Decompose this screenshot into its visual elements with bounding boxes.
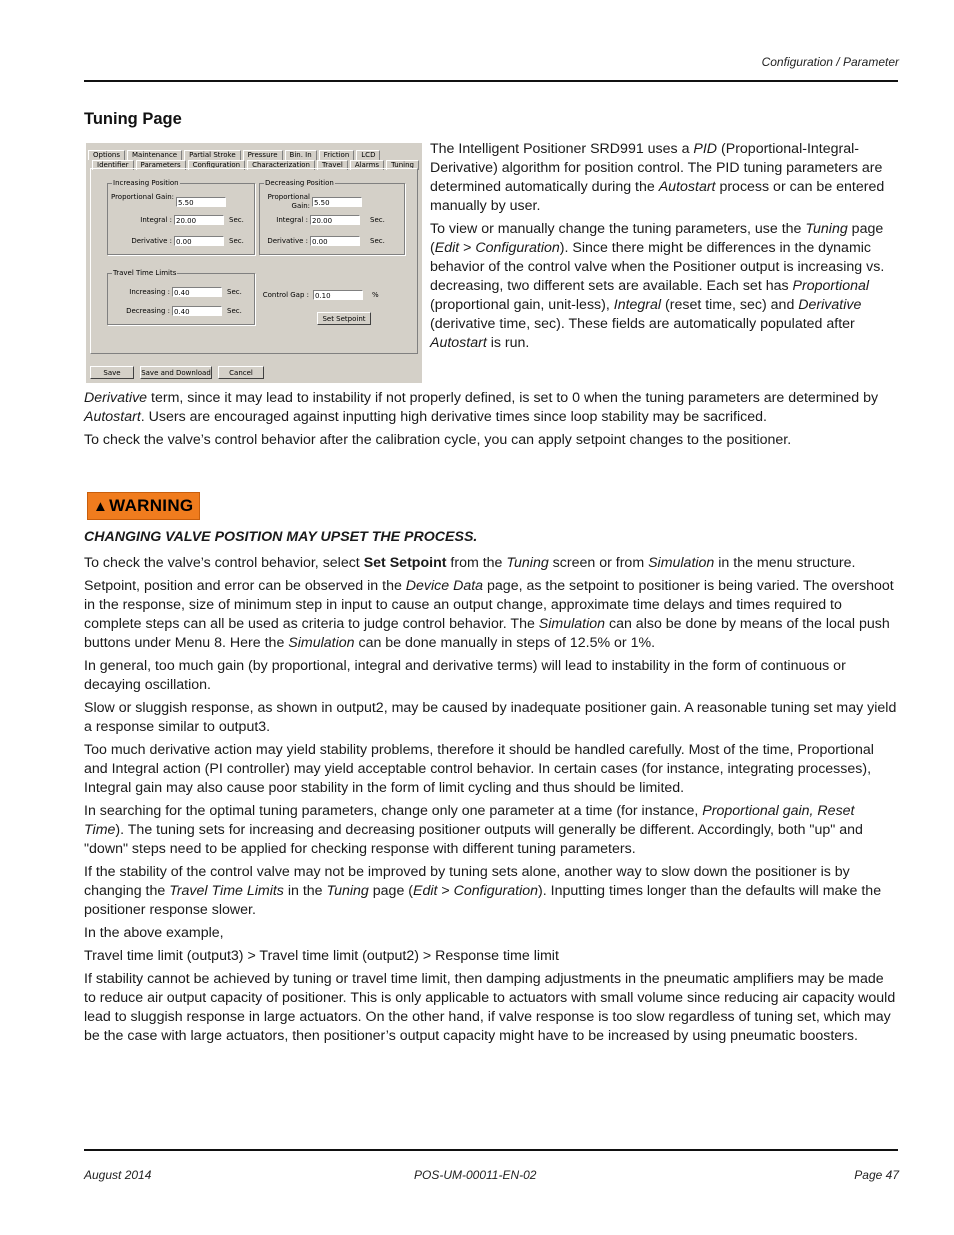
- paragraph-travel: [84, 863, 898, 920]
- text-run: To check the valve’s control behavior after the calibration cycle, you can apply setpoint changes to the positioner.: [84, 432, 792, 448]
- italic-run: Tuning: [326, 883, 369, 899]
- tab-pressure[interactable]: Pressure: [243, 150, 283, 160]
- proportional-gain-label: Proportional Gain:: [267, 193, 310, 210]
- body-text: [84, 389, 898, 1050]
- travel-decreasing-label: Decreasing :: [126, 307, 170, 315]
- group-title: Increasing Position: [113, 179, 179, 187]
- italic-run: Derivative: [84, 390, 148, 406]
- footer-page-number: Page 47: [854, 1168, 899, 1182]
- tab-configuration[interactable]: Configuration: [188, 160, 245, 170]
- warning-triangle-icon: ▲: [93, 498, 109, 515]
- text-run: from the: [446, 555, 507, 571]
- text-run: (derivative time, sec). These fields are automatically populated after: [430, 316, 855, 332]
- italic-run: Proportional gain, Reset Time: [84, 803, 855, 838]
- paragraph-check: [84, 431, 898, 450]
- tab-bin-in[interactable]: Bin. In: [285, 150, 317, 160]
- text-run: To check the valve’s control behavior, select: [84, 555, 364, 571]
- warning-heading: CHANGING VALVE POSITION MAY UPSET THE PROCESS.: [84, 529, 478, 545]
- paragraph-search: [84, 802, 898, 859]
- italic-run: Simulation: [288, 635, 355, 651]
- paragraph-derivative-action: [84, 741, 898, 798]
- italic-run: Autostart: [84, 409, 141, 425]
- unit-sec: Sec.: [370, 216, 385, 224]
- paragraph-slow: [84, 699, 898, 737]
- italic-run: Configuration: [453, 883, 539, 899]
- italic-run: Simulation: [648, 555, 715, 571]
- italic-run: PID: [693, 141, 718, 157]
- unit-sec: Sec.: [229, 216, 244, 224]
- italic-run: Edit: [434, 240, 460, 256]
- save-button[interactable]: Save: [90, 366, 134, 379]
- text-run: In general, too much gain (by proportional, integral and derivative terms) will lead to instability in the form of continuous or decaying oscillation.: [84, 658, 846, 693]
- travel-increasing-label: Increasing :: [129, 288, 170, 296]
- group-title: Decreasing Position: [265, 179, 334, 187]
- decreasing-derivative-input[interactable]: 0.00: [310, 236, 360, 246]
- derivative-label: Derivative :: [131, 237, 172, 245]
- increasing-derivative-input[interactable]: 0.00: [174, 236, 224, 246]
- tab-travel[interactable]: Travel: [317, 160, 348, 170]
- unit-sec: Sec.: [229, 237, 244, 245]
- intro-paragraph-pid: [430, 140, 900, 216]
- text-run: In the above example,: [84, 925, 224, 941]
- italic-run: Tuning: [805, 221, 848, 237]
- text-run: page, as the setpoint to positioner is being varied. The overshoot in the response, size of minimum step in input to cause an output change, approximate time delays and times required to complete steps can all be used as criteria to judge control behavior. The: [84, 578, 894, 632]
- text-run: in the: [283, 883, 327, 899]
- unit-sec: Sec.: [227, 288, 242, 296]
- proportional-gain-label: Proportional Gain:: [110, 193, 174, 201]
- text-run: ). The tuning sets for increasing and decreasing positioner outputs will generally be different. Accordingly, both "up" and "down" steps need to be applied for checking response with different tuning parameters.: [84, 822, 863, 857]
- italic-run: Configuration: [475, 240, 560, 256]
- header-rule: [84, 80, 898, 82]
- text-run: (reset time, sec) and: [661, 297, 799, 313]
- control-gap-label: Control Gap :: [262, 291, 309, 299]
- text-run: in the menu structure.: [714, 555, 856, 571]
- section-title: Tuning Page: [84, 110, 182, 128]
- paragraph-limit: [84, 947, 898, 966]
- footer-date: August 2014: [84, 1168, 152, 1182]
- tab-alarms[interactable]: Alarms: [350, 160, 384, 170]
- paragraph-damping: [84, 970, 898, 1046]
- text-run: If the stability of the control valve may not be improved by tuning sets alone, another way to slow down the positioner is by changing the: [84, 864, 850, 899]
- warning-badge: [87, 492, 200, 520]
- control-gap-input[interactable]: 0.10: [313, 290, 363, 300]
- unit-percent: %: [372, 291, 379, 299]
- unit-sec: Sec.: [227, 307, 242, 315]
- bold-run: Set Setpoint: [363, 555, 447, 571]
- italic-run: Simulation: [538, 616, 606, 632]
- text-run: Slow or sluggish response, as shown in output2, may be caused by inadequate positioner gain. A reasonable tuning set may yield a response similar to output3.: [84, 700, 897, 735]
- text-run: The Intelligent Positioner SRD991 uses a: [430, 141, 694, 157]
- warning-label: WARNING: [109, 496, 194, 515]
- italic-run: Derivative: [798, 297, 862, 313]
- text-run: can be done manually in steps of 12.5% or 1%.: [354, 635, 656, 651]
- text-run: ). Since there might be differences in the dynamic behavior of the control valve when the Positioner output is increasing vs. decreasing, two different sets are available. Each set has: [430, 240, 885, 294]
- increasing-integral-input[interactable]: 20.00: [174, 215, 224, 225]
- text-run: >: [437, 883, 454, 899]
- tab-options[interactable]: Options: [88, 150, 125, 160]
- group-title: Travel Time Limits: [113, 269, 177, 277]
- text-run: Setpoint, position and error can be observed in the: [84, 578, 406, 594]
- text-run: . Users are encouraged against inputting high derivative times since loop stability may be sacrificed.: [140, 409, 767, 425]
- italic-run: Proportional: [792, 278, 870, 294]
- tab-parameters[interactable]: Parameters: [136, 160, 186, 170]
- decreasing-integral-input[interactable]: 20.00: [310, 215, 360, 225]
- text-run: process or can be entered manually by user.: [430, 179, 885, 214]
- text-run: In searching for the optimal tuning parameters, change only one parameter at a time (for instance,: [84, 803, 703, 819]
- decreasing-position-group: [259, 179, 405, 255]
- intro-text: [430, 140, 900, 357]
- tuning-panel: [90, 168, 418, 354]
- unit-sec: Sec.: [370, 237, 385, 245]
- travel-time-limits-group: [107, 269, 255, 325]
- italic-run: Device Data: [405, 578, 484, 594]
- tuning-dialog-screenshot: [86, 143, 422, 383]
- intro-paragraph-tuning-page: [430, 220, 900, 353]
- set-setpoint-button[interactable]: Set Setpoint: [317, 312, 371, 325]
- save-and-download-button[interactable]: Save and Download: [140, 366, 212, 379]
- tab-lcd[interactable]: LCD: [356, 150, 380, 160]
- text-run: ). Inputting times longer than the defaults will make the positioner response slower.: [84, 883, 882, 918]
- integral-label: Integral :: [140, 216, 172, 224]
- paragraph-example: [84, 924, 898, 943]
- paragraph-derivative: [84, 389, 898, 427]
- text-run: (Proportional-Integral-Derivative) algorithm for position control. The PID tuning parameters are determined automatically during the: [430, 141, 883, 195]
- text-run: term, since it may lead to instability if not properly defined, is set to 0 when the tuning parameters are determined by: [147, 390, 879, 406]
- tab-characterization[interactable]: Characterization: [247, 160, 315, 170]
- tab-friction[interactable]: Friction: [319, 150, 355, 160]
- tab-tuning[interactable]: Tuning: [386, 160, 419, 170]
- italic-run: Tuning: [506, 555, 549, 571]
- tab-row-1: [88, 150, 418, 160]
- italic-run: Autostart: [658, 179, 716, 195]
- italic-run: Integral: [613, 297, 662, 313]
- paragraph-gain: [84, 657, 898, 695]
- text-run: >: [459, 240, 476, 256]
- cancel-button[interactable]: Cancel: [218, 366, 264, 379]
- italic-run: Travel Time Limits: [169, 883, 284, 899]
- tab-partial-stroke[interactable]: Partial Stroke: [184, 150, 241, 160]
- tab-identifier[interactable]: Identifier: [92, 160, 134, 170]
- increasing-position-group: [107, 179, 255, 255]
- text-run: To view or manually change the tuning parameters, use the: [430, 221, 806, 237]
- italic-run: Edit: [413, 883, 438, 899]
- text-run: Too much derivative action may yield stability problems, therefore it should be handled carefully. Most of the time, Proportional and Integral action (PI controller) may yield acceptable control behavior. In certain cases (for instance, integrating processes), Integral gain may also cause poor stability in the form of limit cycling and thus should be limited.: [84, 742, 874, 796]
- paragraph-select-setpoint: [84, 554, 898, 573]
- travel-increasing-input[interactable]: 0.40: [172, 287, 222, 297]
- text-run: If stability cannot be achieved by tuning or travel time limit, then damping adjustments in the pneumatic amplifiers may be made to reduce air output capacity of positioner. This is only applicable to actuators with small volume since reducing air capacity would lead to sluggish response in large actuators. On the other hand, if valve response is too slow regardless of tuning set, which may be the case with large actuators, then positioner’s output capacity might have to be increased by using pneumatic boosters.: [84, 971, 896, 1044]
- integral-label: Integral :: [276, 216, 308, 224]
- paragraph-setpoint: [84, 577, 898, 653]
- decreasing-proportional-input[interactable]: 5.50: [312, 197, 362, 207]
- increasing-proportional-input[interactable]: 5.50: [176, 197, 226, 207]
- travel-decreasing-input[interactable]: 0.40: [172, 306, 222, 316]
- text-run: screen or from: [548, 555, 649, 571]
- text-run: can also be done by means of the local push buttons under Menu 8. Here the: [84, 616, 890, 651]
- text-run: (proportional gain, unit-less),: [430, 297, 614, 313]
- footer-doc-id: POS-UM-00011-EN-02: [414, 1168, 537, 1182]
- text-run: page (: [430, 221, 884, 256]
- text-run: is run.: [486, 335, 530, 351]
- italic-run: Autostart: [430, 335, 487, 351]
- derivative-label: Derivative :: [267, 237, 308, 245]
- tab-maintenance[interactable]: Maintenance: [127, 150, 182, 160]
- text-run: Travel time limit (output3) > Travel time limit (output2) > Response time limit: [84, 948, 559, 964]
- running-header: Configuration / Parameter: [761, 55, 899, 69]
- footer-rule: [84, 1149, 898, 1151]
- text-run: page (: [368, 883, 413, 899]
